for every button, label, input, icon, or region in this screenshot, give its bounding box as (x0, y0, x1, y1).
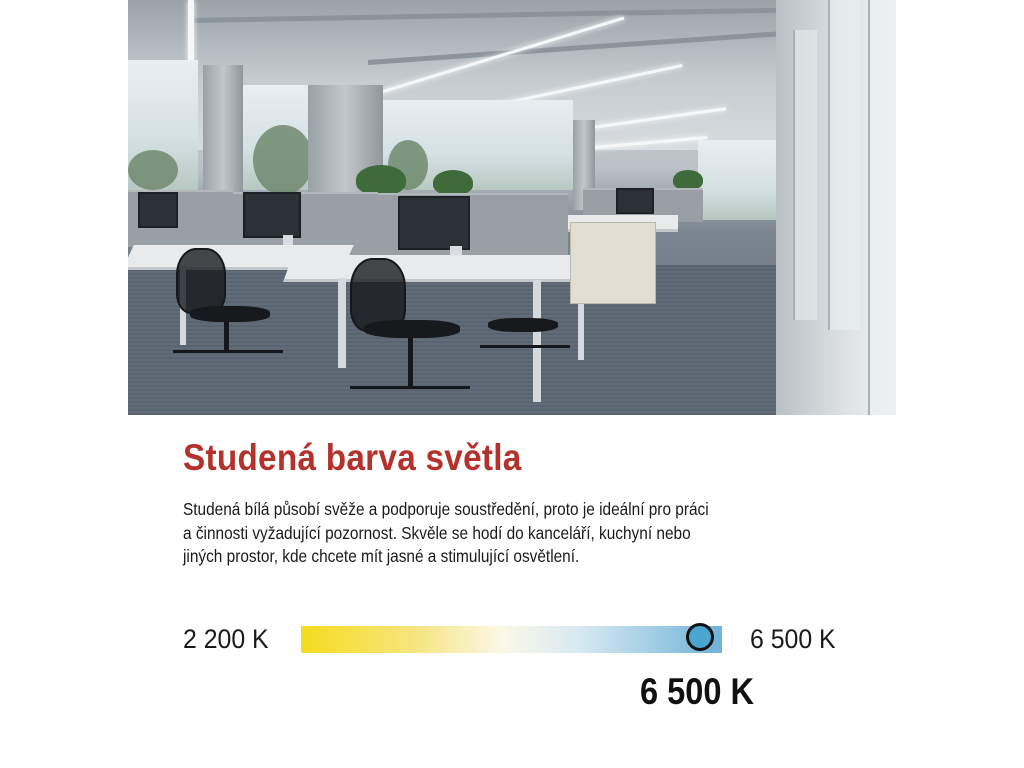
office-chair (176, 248, 226, 314)
description-line: a činnosti vyžadující pozornost. Skvěle se hodí do kanceláří, kuchyní nebo (183, 522, 691, 543)
ceiling-light (188, 0, 194, 60)
glass-pane (793, 30, 817, 320)
cabinet (570, 222, 656, 304)
monitor (398, 196, 470, 250)
chair-seat (488, 318, 558, 332)
min-temperature-label: 2 200 K (183, 624, 269, 654)
max-temperature-label: 6 500 K (750, 624, 836, 654)
plant (673, 170, 703, 190)
chair-base (480, 345, 570, 348)
tree (253, 125, 313, 195)
chair-seat (190, 306, 270, 322)
chair-post (408, 336, 413, 386)
page-title: Studená barva světla (183, 437, 522, 478)
desk-leg (338, 278, 346, 368)
description-line: Studená bílá působí svěže a podporuje soustředění, proto je ideální pro práci (183, 499, 709, 519)
glass-pane (828, 0, 860, 330)
monitor (243, 192, 301, 238)
monitor (138, 192, 178, 228)
desk (283, 255, 593, 282)
glass-pane (868, 0, 896, 415)
tree (128, 150, 178, 190)
description-line: jiných prostor, kde chcete mít jasné a stimulující osvětlení. (183, 546, 580, 566)
desk-leg (533, 280, 541, 402)
plant (433, 170, 473, 195)
selected-temperature-value: 6 500 K (640, 671, 755, 712)
office-photo (128, 0, 896, 415)
chair-post (224, 320, 229, 350)
chair-base (173, 350, 283, 353)
color-temperature-slider-thumb[interactable] (686, 623, 714, 651)
color-temperature-slider-track[interactable] (301, 626, 722, 653)
chair-base (350, 386, 470, 389)
monitor (616, 188, 654, 214)
pillar (203, 65, 243, 205)
plant (356, 165, 406, 195)
description-text (183, 498, 852, 569)
